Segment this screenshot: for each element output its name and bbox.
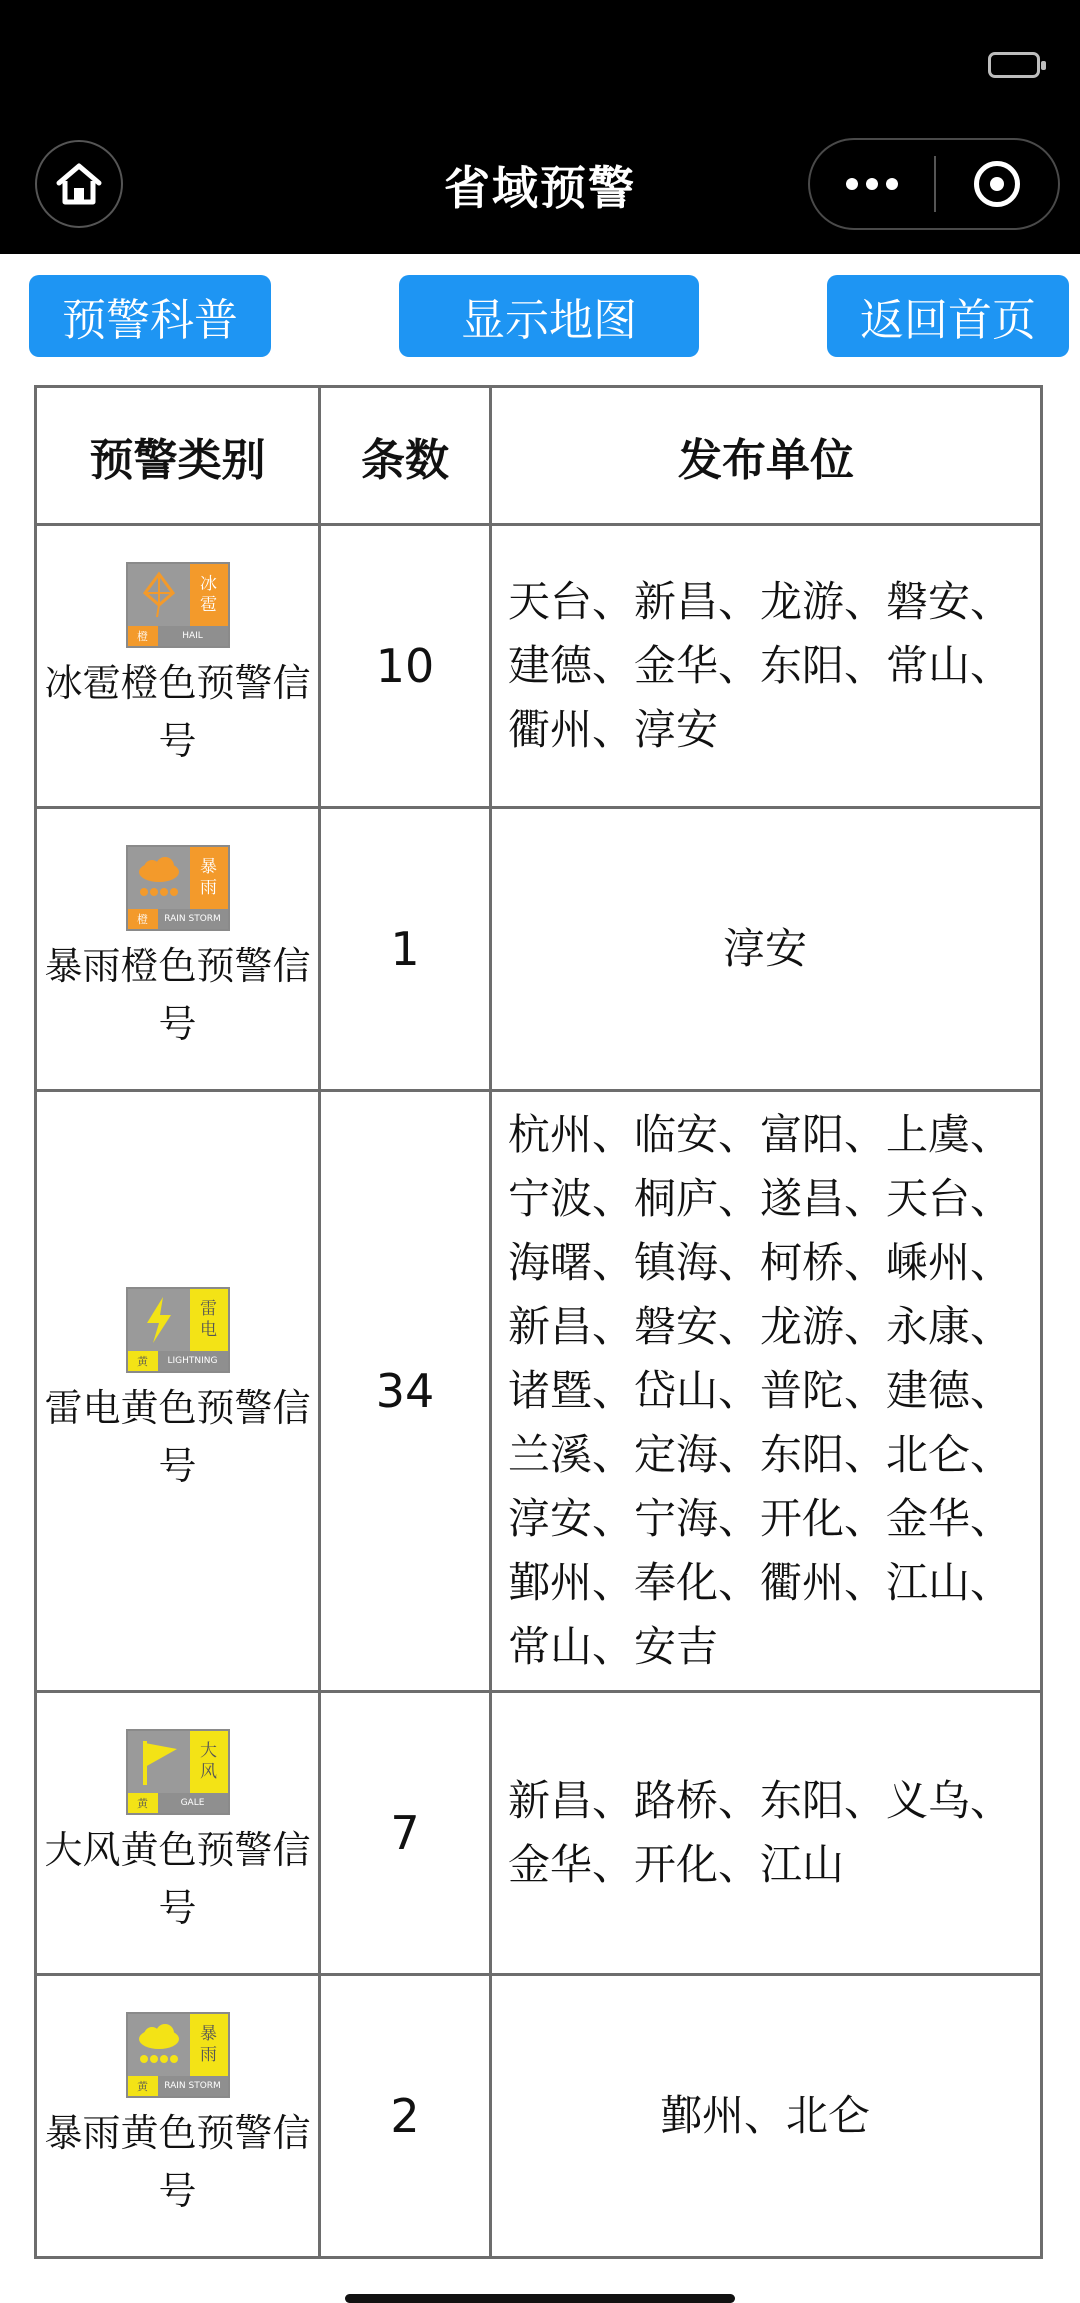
type-cell bbox=[36, 525, 320, 808]
header-units: 发布单位 bbox=[491, 387, 1042, 525]
more-icon bbox=[846, 178, 898, 190]
more-button[interactable] bbox=[810, 140, 934, 228]
table-row bbox=[36, 1692, 1042, 1975]
count-cell: 2 bbox=[320, 1975, 491, 2258]
type-cell bbox=[36, 1091, 320, 1692]
count-cell: 1 bbox=[320, 808, 491, 1091]
count-cell: 10 bbox=[320, 525, 491, 808]
hail-signal-icon: 冰 雹 橙 HAIL bbox=[126, 562, 230, 648]
type-cell bbox=[36, 808, 320, 1091]
rainstorm-signal-icon: 暴 雨 黄 RAIN STORM bbox=[126, 2012, 230, 2098]
warning-type-name: 冰雹橙色预警信号 bbox=[44, 661, 311, 763]
close-button[interactable] bbox=[936, 140, 1058, 228]
back-home-button[interactable]: 返回首页 bbox=[827, 275, 1069, 357]
table-row bbox=[36, 808, 1042, 1091]
type-cell bbox=[36, 1692, 320, 1975]
units-cell: 新昌、路桥、东阳、义乌、金华、开化、江山 bbox=[491, 1692, 1042, 1975]
rainstorm-signal-icon: 暴 雨 橙 RAIN STORM bbox=[126, 845, 230, 931]
count-cell: 7 bbox=[320, 1692, 491, 1975]
warning-type-name: 大风黄色预警信号 bbox=[44, 1828, 311, 1930]
home-indicator bbox=[345, 2294, 735, 2303]
status-bar bbox=[0, 0, 1080, 110]
header-count: 条数 bbox=[320, 387, 491, 525]
header-type: 预警类别 bbox=[36, 387, 320, 525]
warning-type-name: 暴雨黄色预警信号 bbox=[44, 2111, 311, 2213]
type-cell bbox=[36, 1975, 320, 2258]
warning-type-name: 雷电黄色预警信号 bbox=[44, 1386, 311, 1488]
lightning-signal-icon: 雷 电 黄 LIGHTNING bbox=[126, 1287, 230, 1373]
table-row bbox=[36, 1091, 1042, 1692]
warnings-table bbox=[34, 385, 1043, 2259]
table-row bbox=[36, 525, 1042, 808]
battery-icon bbox=[988, 52, 1040, 78]
page-title: 省域预警 bbox=[444, 161, 636, 215]
nav-bar bbox=[0, 110, 1080, 254]
science-button[interactable]: 预警科普 bbox=[29, 275, 271, 357]
gale-signal-icon: 大 风 黄 GALE bbox=[126, 1729, 230, 1815]
table-row bbox=[36, 1975, 1042, 2258]
units-cell: 鄞州、北仑 bbox=[491, 1975, 1042, 2258]
show-map-button[interactable]: 显示地图 bbox=[399, 275, 699, 357]
count-cell: 34 bbox=[320, 1091, 491, 1692]
units-cell: 淳安 bbox=[491, 808, 1042, 1091]
units-cell: 杭州、临安、富阳、上虞、宁波、桐庐、遂昌、天台、海曙、镇海、柯桥、嵊州、新昌、磐安、龙游、永康、诸暨、岱山、普陀、建德、兰溪、定海、东阳、北仑、淳安、宁海、开化、金华、鄞州、奉化、衢州、江山、常山、安吉 bbox=[491, 1091, 1042, 1692]
table-header bbox=[36, 387, 1042, 525]
mini-program-capsule bbox=[808, 138, 1060, 230]
warning-type-name: 暴雨橙色预警信号 bbox=[44, 944, 311, 1046]
close-icon bbox=[974, 161, 1020, 207]
units-cell: 天台、新昌、龙游、磐安、建德、金华、东阳、常山、衢州、淳安 bbox=[491, 525, 1042, 808]
